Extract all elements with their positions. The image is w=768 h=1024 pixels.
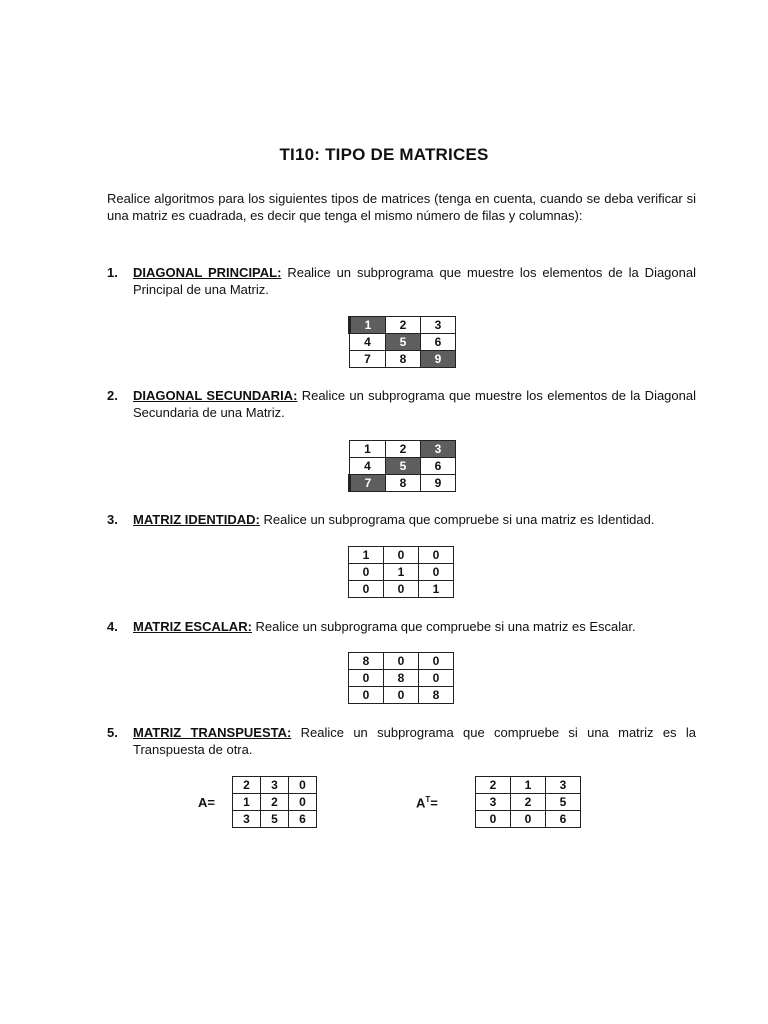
matrix-row	[476, 811, 581, 828]
matrix-cell: 0	[419, 547, 454, 564]
item-number: 2.	[107, 388, 118, 403]
list-item-diagonal-secundaria	[107, 387, 696, 421]
matrix-cell: 1	[384, 564, 419, 581]
matrix-cell: 6	[289, 811, 317, 828]
matrix-cell: 5	[546, 794, 581, 811]
item-text: Realice un subprograma que muestre los elementos de la Diagonal Secundaria de una Matriz.	[133, 388, 696, 420]
matrix-cell: 9	[421, 475, 456, 492]
matrix-cell: 9	[421, 351, 456, 368]
matrix-cell: 7	[350, 351, 386, 368]
item-number: 3.	[107, 512, 118, 527]
matrix-a	[232, 776, 317, 828]
matrix-cell: 8	[386, 351, 421, 368]
matrix-cell: 1	[419, 581, 454, 598]
item-number: 5.	[107, 725, 118, 740]
list-item-diagonal-principal	[107, 264, 696, 298]
matrix-identidad	[348, 546, 454, 598]
matrix-cell: 2	[261, 794, 289, 811]
list-item-matriz-identidad	[107, 511, 696, 528]
matrix-cell: 7	[350, 475, 386, 492]
matrix-cell: 1	[350, 317, 386, 334]
item-heading: DIAGONAL PRINCIPAL:	[133, 265, 282, 280]
item-heading: MATRIZ IDENTIDAD:	[133, 512, 260, 527]
matrix-at-label	[416, 795, 438, 810]
item-text: Realice un subprograma que muestre los elementos de la Diagonal Principal de una Matriz.	[133, 265, 696, 297]
matrix-cell: 0	[349, 687, 384, 704]
matrix-row	[350, 317, 456, 334]
item-text: Realice un subprograma que compruebe si una matriz es Escalar.	[251, 619, 636, 634]
item-body	[133, 264, 696, 298]
matrix-a-transpose	[475, 776, 581, 828]
matrix-row	[233, 794, 317, 811]
matrix-at-label-sup: T	[425, 795, 431, 804]
matrix-cell: 8	[349, 653, 384, 670]
matrix-cell: 1	[350, 441, 386, 458]
item-body	[133, 387, 696, 421]
matrix-cell: 0	[349, 564, 384, 581]
matrix-cell: 0	[289, 777, 317, 794]
matrix-cell: 2	[233, 777, 261, 794]
matrix-cell: 0	[384, 547, 419, 564]
item-heading: MATRIZ TRANSPUESTA:	[133, 725, 292, 740]
item-body	[133, 511, 696, 528]
matrix-cell: 3	[421, 317, 456, 334]
matrix-row	[350, 441, 456, 458]
matrix-row	[233, 811, 317, 828]
matrix-cell: 2	[511, 794, 546, 811]
matrix-row	[349, 653, 454, 670]
item-body	[133, 618, 696, 635]
matrix-cell: 0	[289, 794, 317, 811]
matrix-cell: 5	[261, 811, 289, 828]
matrix-cell: 2	[476, 777, 511, 794]
matrix-cell: 0	[476, 811, 511, 828]
matrix-cell: 8	[419, 687, 454, 704]
matrix-diagonal-secundaria	[348, 440, 456, 492]
matrix-escalar	[348, 652, 454, 704]
list-item-matriz-escalar	[107, 618, 696, 635]
item-number: 1.	[107, 265, 118, 280]
matrix-cell: 0	[419, 564, 454, 581]
matrix-row	[233, 777, 317, 794]
matrix-cell: 2	[386, 317, 421, 334]
matrix-cell: 2	[386, 441, 421, 458]
matrix-cell: 4	[350, 334, 386, 351]
matrix-cell: 5	[386, 458, 421, 475]
matrix-cell: 0	[419, 670, 454, 687]
item-body	[133, 724, 696, 758]
item-number: 4.	[107, 619, 118, 634]
matrix-cell: 5	[386, 334, 421, 351]
matrix-row	[350, 334, 456, 351]
matrix-cell: 0	[349, 581, 384, 598]
list-item-matriz-transpuesta	[107, 724, 696, 758]
matrix-at-label-base: A	[416, 795, 426, 811]
matrix-row	[350, 458, 456, 475]
matrix-cell: 1	[349, 547, 384, 564]
matrix-cell: 0	[384, 653, 419, 670]
matrix-row	[349, 564, 454, 581]
intro-paragraph: Realice algoritmos para los siguientes tipos de matrices (tenga en cuenta, cuando se deba verificar si una matriz es cuadrada, es decir que tenga el mismo número de filas y columnas):	[107, 191, 696, 223]
matrix-cell: 0	[419, 653, 454, 670]
matrix-row	[350, 475, 456, 492]
matrix-cell: 1	[233, 794, 261, 811]
matrix-cell: 8	[386, 475, 421, 492]
matrix-cell: 4	[350, 458, 386, 475]
matrix-row	[350, 351, 456, 368]
matrix-cell: 0	[511, 811, 546, 828]
item-text: Realice un subprograma que compruebe si una matriz es la Transpuesta de otra.	[133, 725, 696, 757]
matrix-row	[349, 547, 454, 564]
matrix-cell: 3	[261, 777, 289, 794]
matrix-row	[349, 581, 454, 598]
matrix-cell: 0	[349, 670, 384, 687]
matrix-row	[349, 670, 454, 687]
page-title: TI10: TIPO DE MATRICES	[279, 145, 489, 164]
matrix-cell: 6	[421, 334, 456, 351]
matrix-a-label: A=	[198, 795, 215, 810]
matrix-cell: 1	[511, 777, 546, 794]
matrix-cell: 3	[233, 811, 261, 828]
matrix-cell: 3	[476, 794, 511, 811]
matrix-cell: 3	[421, 441, 456, 458]
matrix-row	[476, 794, 581, 811]
matrix-diagonal-principal	[348, 316, 456, 368]
matrix-cell: 6	[421, 458, 456, 475]
matrix-cell: 8	[384, 670, 419, 687]
matrix-cell: 3	[546, 777, 581, 794]
matrix-row	[476, 777, 581, 794]
item-text: Realice un subprograma que compruebe si una matriz es Identidad.	[259, 512, 655, 527]
matrix-at-label-eq: =	[430, 795, 438, 811]
matrix-row	[349, 687, 454, 704]
item-heading: MATRIZ ESCALAR:	[133, 619, 252, 634]
matrix-cell: 0	[384, 687, 419, 704]
item-heading: DIAGONAL SECUNDARIA:	[133, 388, 298, 403]
matrix-cell: 6	[546, 811, 581, 828]
matrix-cell: 0	[384, 581, 419, 598]
